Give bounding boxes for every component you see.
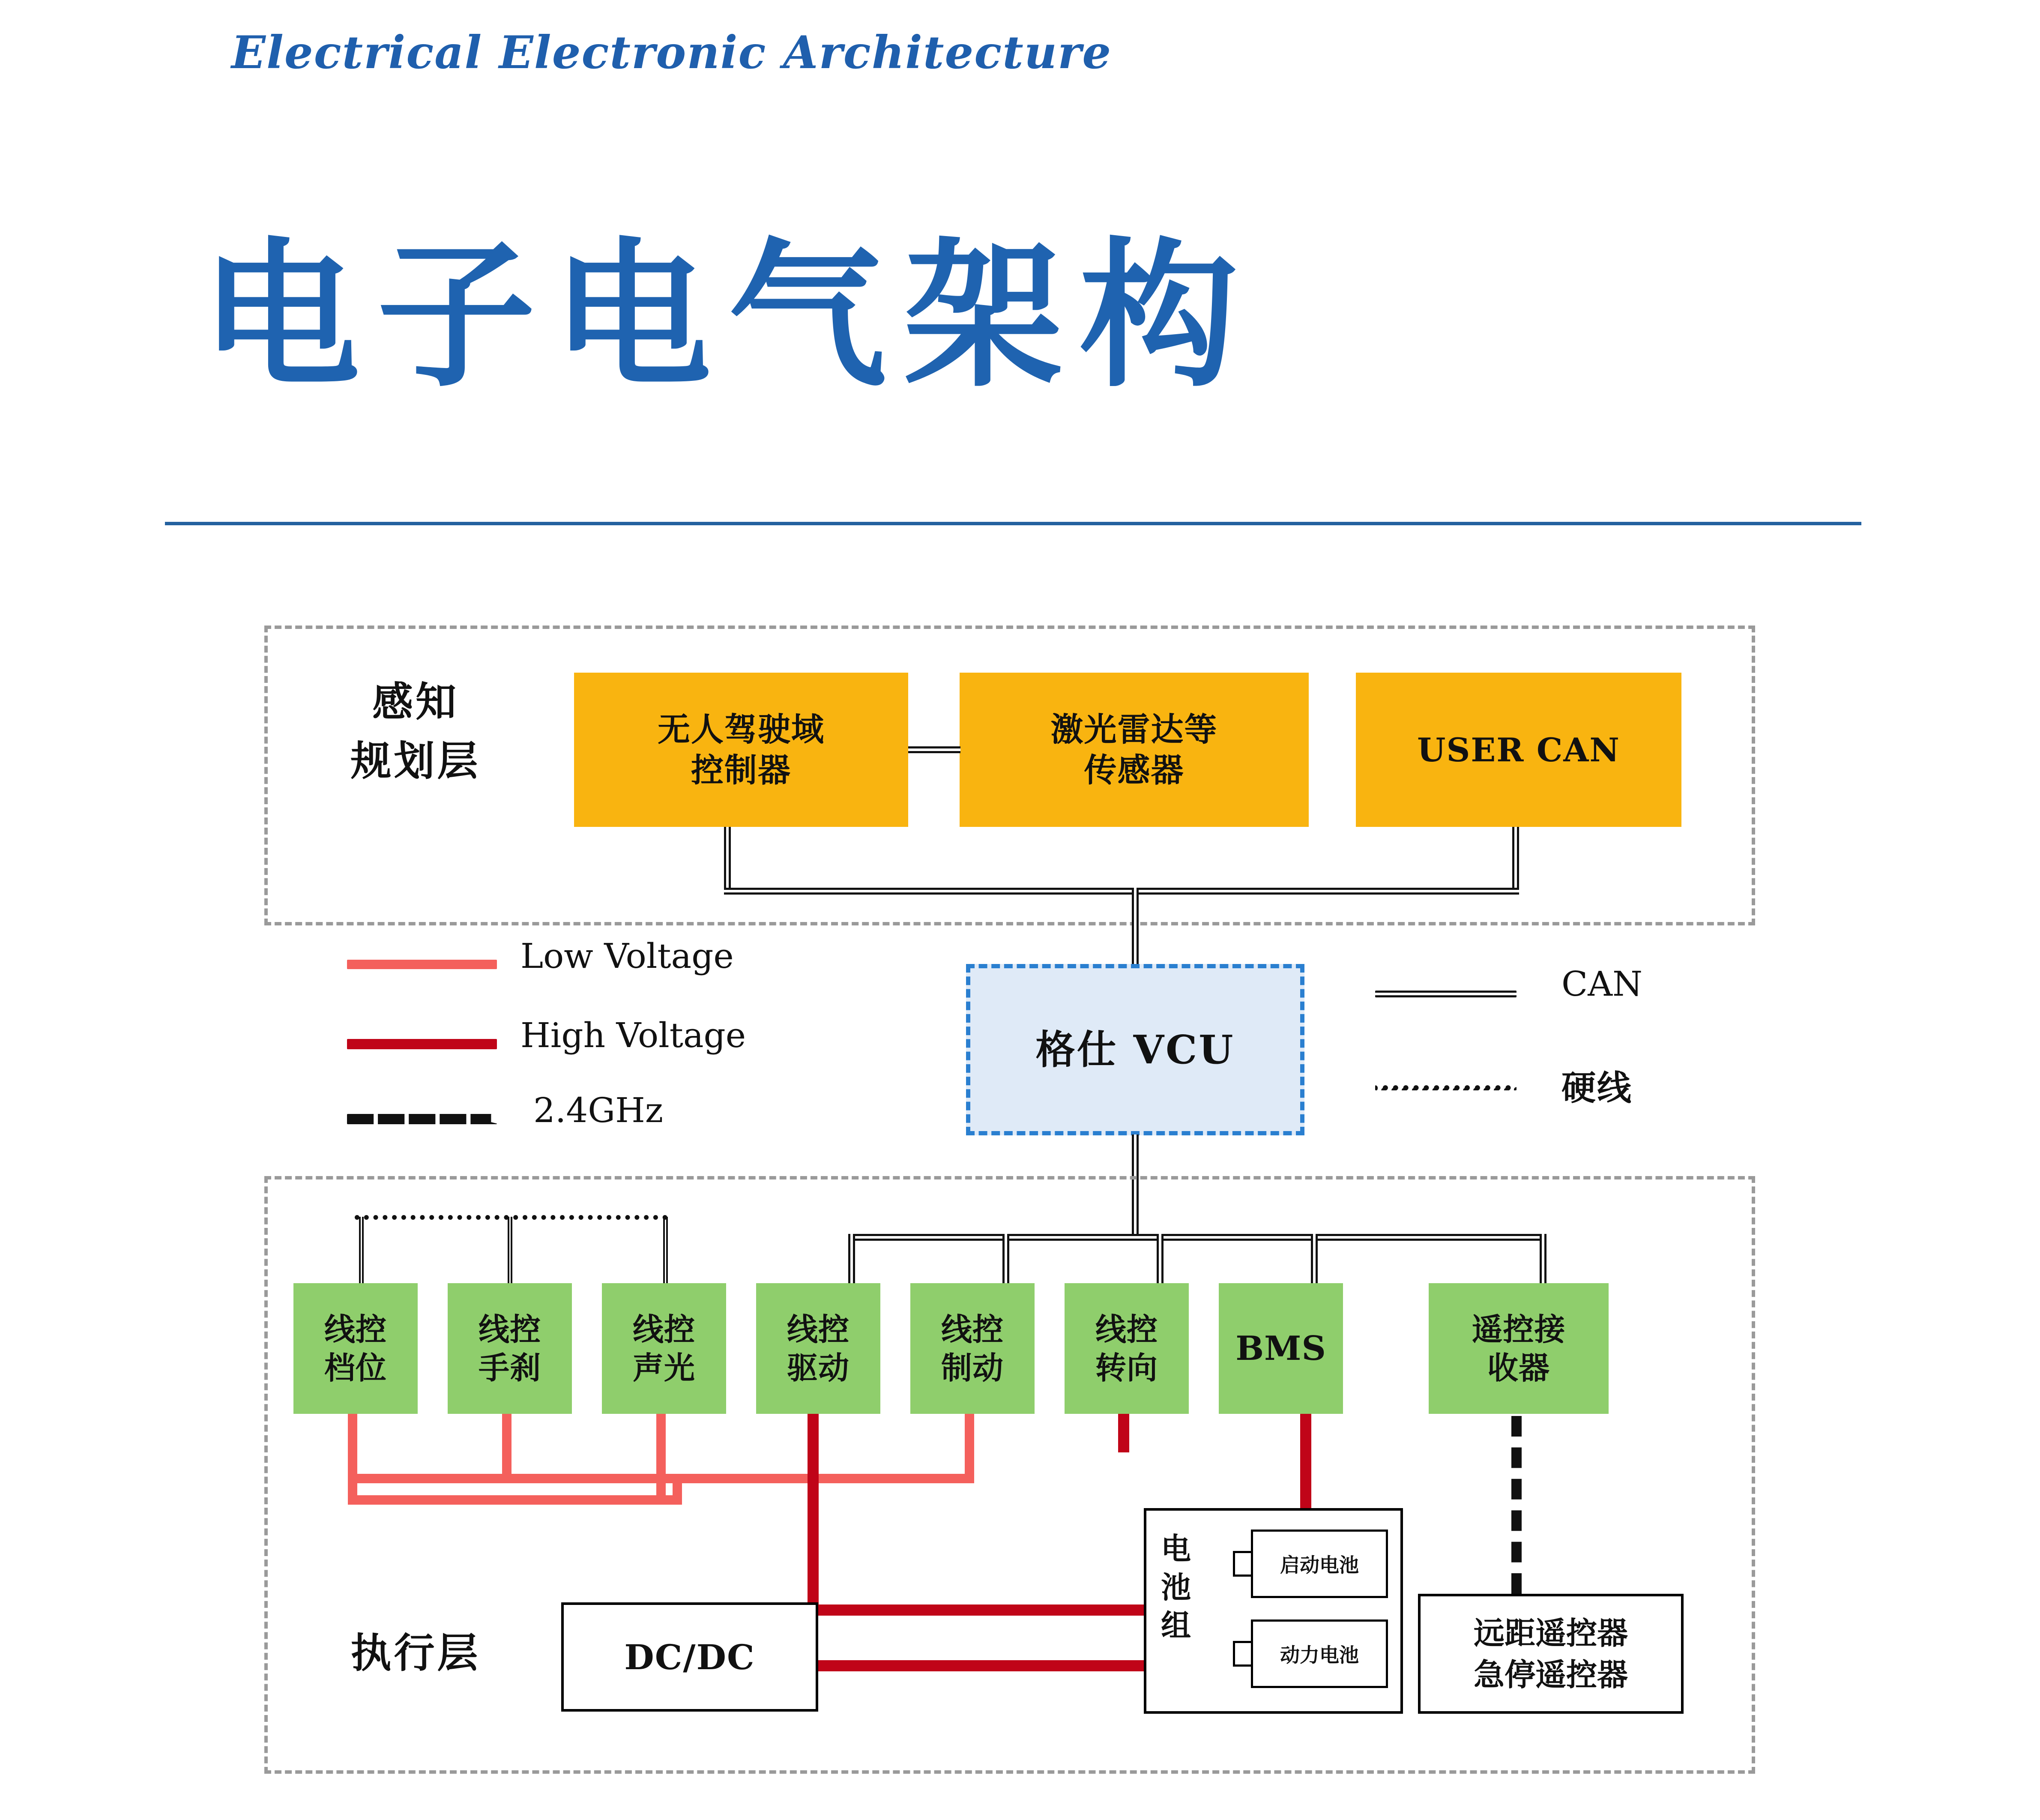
legend-low-voltage-swatch xyxy=(347,960,497,969)
battery-label-c2: 池 xyxy=(1161,1569,1191,1605)
adc-label-line2: 控制器 xyxy=(691,751,791,789)
legend-can-label: CAN xyxy=(1561,964,1642,1004)
remote-label-line1: 远距遥控器 xyxy=(1473,1614,1628,1651)
block-dcdc[interactable] xyxy=(561,1602,818,1712)
can-bus-perception xyxy=(724,888,1519,895)
legend-low-voltage-label: Low Voltage xyxy=(520,936,734,976)
block-lidar-sensors[interactable] xyxy=(960,673,1309,827)
lv-wire-ebrake xyxy=(502,1414,511,1478)
legend-24ghz-swatch xyxy=(347,1114,497,1124)
can-wire-drive xyxy=(848,1234,855,1285)
block-wire-control-steering[interactable] xyxy=(1065,1283,1189,1414)
battery-label-c1: 电 xyxy=(1161,1531,1191,1566)
lv-wire-dcdc-riser xyxy=(673,1474,682,1505)
lv-bus-2 xyxy=(348,1495,682,1505)
block-wire-control-gear[interactable] xyxy=(293,1283,418,1414)
sound-label-line2: 声光 xyxy=(632,1349,695,1386)
hv-wire-drive xyxy=(808,1414,819,1615)
block-wire-control-sound-light[interactable] xyxy=(602,1283,726,1414)
perception-label-line1: 感知 xyxy=(372,678,459,726)
sound-label-line1: 线控 xyxy=(632,1311,695,1347)
execution-layer-label: 执行层 xyxy=(350,1629,481,1677)
hardwire-bus xyxy=(355,1215,667,1220)
steer-label-line1: 线控 xyxy=(1095,1311,1158,1347)
can-wire-steer xyxy=(1157,1234,1164,1285)
battery-power-label: 动力电池 xyxy=(1280,1643,1359,1667)
usercan-label: USER CAN xyxy=(1417,730,1620,769)
drive-label-line1: 线控 xyxy=(787,1311,850,1347)
steer-label-line2: 转向 xyxy=(1095,1349,1158,1386)
drive-label-line2: 驱动 xyxy=(787,1349,850,1386)
gear-label-line2: 档位 xyxy=(324,1349,387,1386)
battery-group-label xyxy=(1157,1530,1195,1645)
remote-label-line2: 急停遥控器 xyxy=(1473,1656,1628,1693)
dcdc-label: DC/DC xyxy=(624,1637,755,1677)
english-title: Electrical Electronic Architecture xyxy=(231,26,1112,79)
lv-wire-gear xyxy=(348,1414,357,1500)
hardwire-sound xyxy=(663,1217,668,1285)
adc-label-line1: 无人驾驶域 xyxy=(658,710,825,748)
can-wire-brake xyxy=(1002,1234,1009,1285)
block-wire-control-brake[interactable] xyxy=(910,1283,1035,1414)
header-divider xyxy=(165,522,1861,525)
lv-bus-1 xyxy=(348,1474,974,1483)
hardwire-gear xyxy=(359,1217,364,1285)
legend-hardwire-label: 硬线 xyxy=(1561,1068,1633,1108)
block-bms[interactable] xyxy=(1219,1283,1343,1414)
lv-wire-sound xyxy=(656,1414,666,1500)
brake-label-line1: 线控 xyxy=(941,1311,1004,1347)
legend-high-voltage-label: High Voltage xyxy=(520,1015,746,1055)
can-wire-adc-lidar xyxy=(908,746,960,753)
block-vcu[interactable] xyxy=(966,964,1304,1135)
legend-can-swatch xyxy=(1375,991,1517,997)
can-wire-adc-down xyxy=(724,827,731,891)
page-title: 电子电气架构 xyxy=(201,223,1255,409)
battery-connector-start xyxy=(1233,1551,1251,1577)
can-wire-bus-to-vcu xyxy=(1132,888,1139,967)
perception-layer-label xyxy=(330,673,501,791)
vcu-label: 格仕 VCU xyxy=(1035,1026,1235,1073)
ebrake-label-line2: 手刹 xyxy=(478,1349,541,1386)
can-bus-execution xyxy=(848,1234,1546,1241)
battery-cell-power[interactable] xyxy=(1251,1619,1388,1688)
battery-cell-starter[interactable] xyxy=(1251,1530,1388,1598)
rxr-label-line2: 收器 xyxy=(1487,1349,1550,1386)
hardwire-ebrake xyxy=(508,1217,512,1285)
battery-starter-label: 启动电池 xyxy=(1280,1554,1359,1577)
hv-wire-steer xyxy=(1118,1414,1129,1452)
legend-24ghz-label: 2.4GHz xyxy=(533,1090,664,1130)
lv-wire-brake xyxy=(965,1414,974,1478)
block-wire-control-drive[interactable] xyxy=(756,1283,880,1414)
perception-label-line2: 规划层 xyxy=(350,737,481,785)
bms-label: BMS xyxy=(1235,1329,1326,1368)
hv-bus-dcdc-to-battery xyxy=(814,1660,1152,1671)
block-wire-control-handbrake[interactable] xyxy=(448,1283,572,1414)
legend-hardwire-swatch xyxy=(1375,1085,1517,1090)
can-wire-bms xyxy=(1311,1234,1318,1285)
rxr-label-line1: 遥控接 xyxy=(1472,1311,1566,1347)
legend-high-voltage-swatch xyxy=(347,1039,497,1049)
lidar-label-line2: 传感器 xyxy=(1084,751,1185,789)
battery-label-c3: 组 xyxy=(1161,1607,1191,1643)
can-wire-usercan-down xyxy=(1512,827,1519,891)
block-remote-controllers[interactable] xyxy=(1418,1594,1684,1714)
brake-label-line2: 制动 xyxy=(941,1349,1004,1386)
hv-wire-bms xyxy=(1300,1414,1311,1512)
can-wire-receiver xyxy=(1540,1234,1546,1285)
block-user-can[interactable] xyxy=(1356,673,1681,827)
gear-label-line1: 线控 xyxy=(324,1311,387,1347)
block-remote-receiver[interactable] xyxy=(1429,1283,1609,1414)
ebrake-label-line1: 线控 xyxy=(478,1311,541,1347)
lidar-label-line1: 激光雷达等 xyxy=(1050,710,1218,748)
battery-connector-power xyxy=(1233,1641,1251,1667)
wireless-link-24ghz xyxy=(1511,1416,1522,1594)
block-autonomous-domain-controller[interactable] xyxy=(574,673,908,827)
